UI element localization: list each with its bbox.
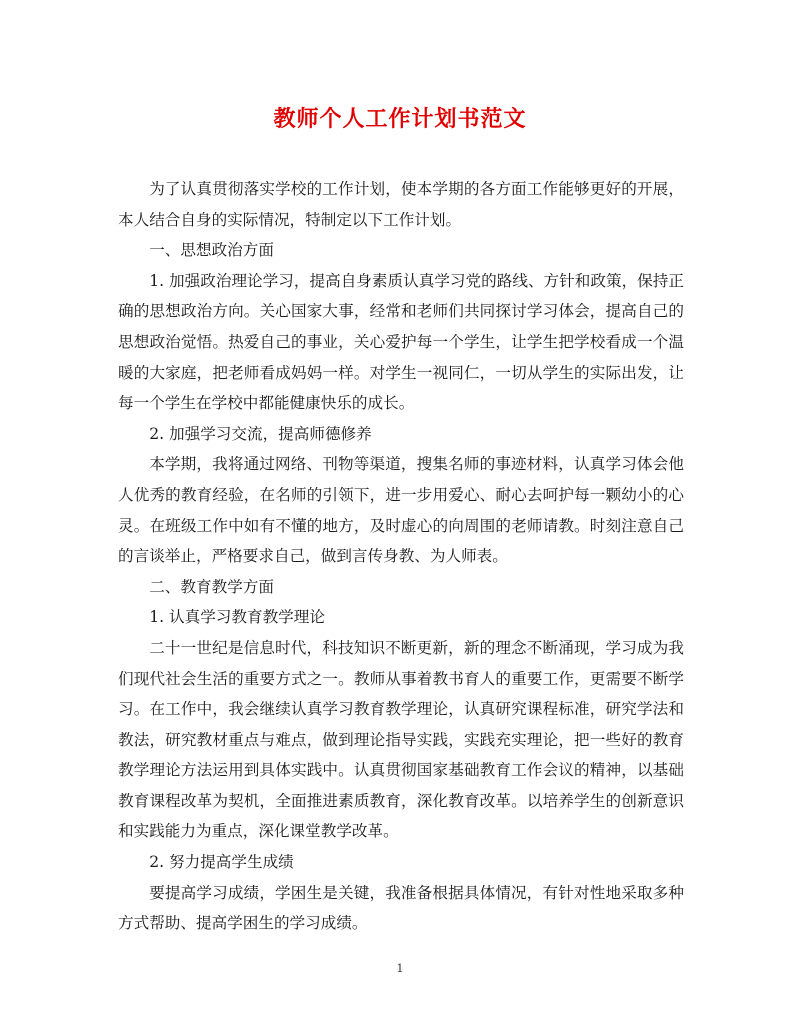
subheading-learning-exchange: 2. 加强学习交流，提高师德修养 (149, 424, 372, 443)
subheading-teaching-theory: 1. 认真学习教育教学理论 (149, 608, 325, 627)
section-heading-ideology: 一、思想政治方面 (149, 241, 274, 260)
page-number: 1 (396, 962, 404, 975)
paragraph-teaching-theory: 二十一世纪是信息时代，科技知识不断更新，新的理念不断涌现，学习成为我们现代社会生活的重要方式之一。教师从事着教书育人的重要工作，更需要不断学习。在工作中，我会继续认真学习教育教学理论，认真研究课程标准，研究学法和教法，研究教材重点与难点，做到理论指导实践，实践充实理论，把一些好的教育教学理论方法运用到具体实践中。认真贯彻国家基础教育工作会议的精神，以基础教育课程改革为契机，全面推进素质教育，深化教育改革。以培养学生的创新意识和实践能力为重点，深化课堂教学改革。 (118, 638, 684, 841)
subheading-improve-scores: 2. 努力提高学生成绩 (149, 853, 294, 872)
paragraph-learning-exchange: 本学期，我将通过网络、刊物等渠道，搜集名师的事迹材料，认真学习体会他人优秀的教育经验，在名师的引领下，进一步用爱心、耐心去呵护每一颗幼小的心灵。在班级工作中如有不懂的地方，及时虚心的向周围的老师请教。时刻注意自己的言谈举止，严格要求自己，做到言传身教、为人师表。 (118, 455, 684, 566)
document-title: 教师个人工作计划书范文 (273, 106, 527, 132)
intro-paragraph: 为了认真贯彻落实学校的工作计划，使本学期的各方面工作能够更好的开展，本人结合自身的实际情况，特制定以下工作计划。 (118, 180, 684, 229)
document-body (118, 174, 684, 939)
paragraph-improve-scores: 要提高学习成绩，学困生是关键，我准备根据具体情况，有针对性地采取多种方式帮助、提高学困生的学习成绩。 (118, 883, 684, 933)
section-heading-teaching: 二、教育教学方面 (149, 577, 274, 596)
paragraph-political-study: 1. 加强政治理论学习，提高自身素质认真学习党的路线、方针和政策，保持正确的思想政治方向。关心国家大事，经常和老师们共同探讨学习体会，提高自己的思想政治觉悟。热爱自己的事业，关心爱护每一个学生，让学生把学校看成一个温暖的大家庭，把老师看成妈妈一样。对学生一视同仁，一切从学生的实际出发，让每一个学生在学校中都能健康快乐的成长。 (118, 271, 684, 413)
